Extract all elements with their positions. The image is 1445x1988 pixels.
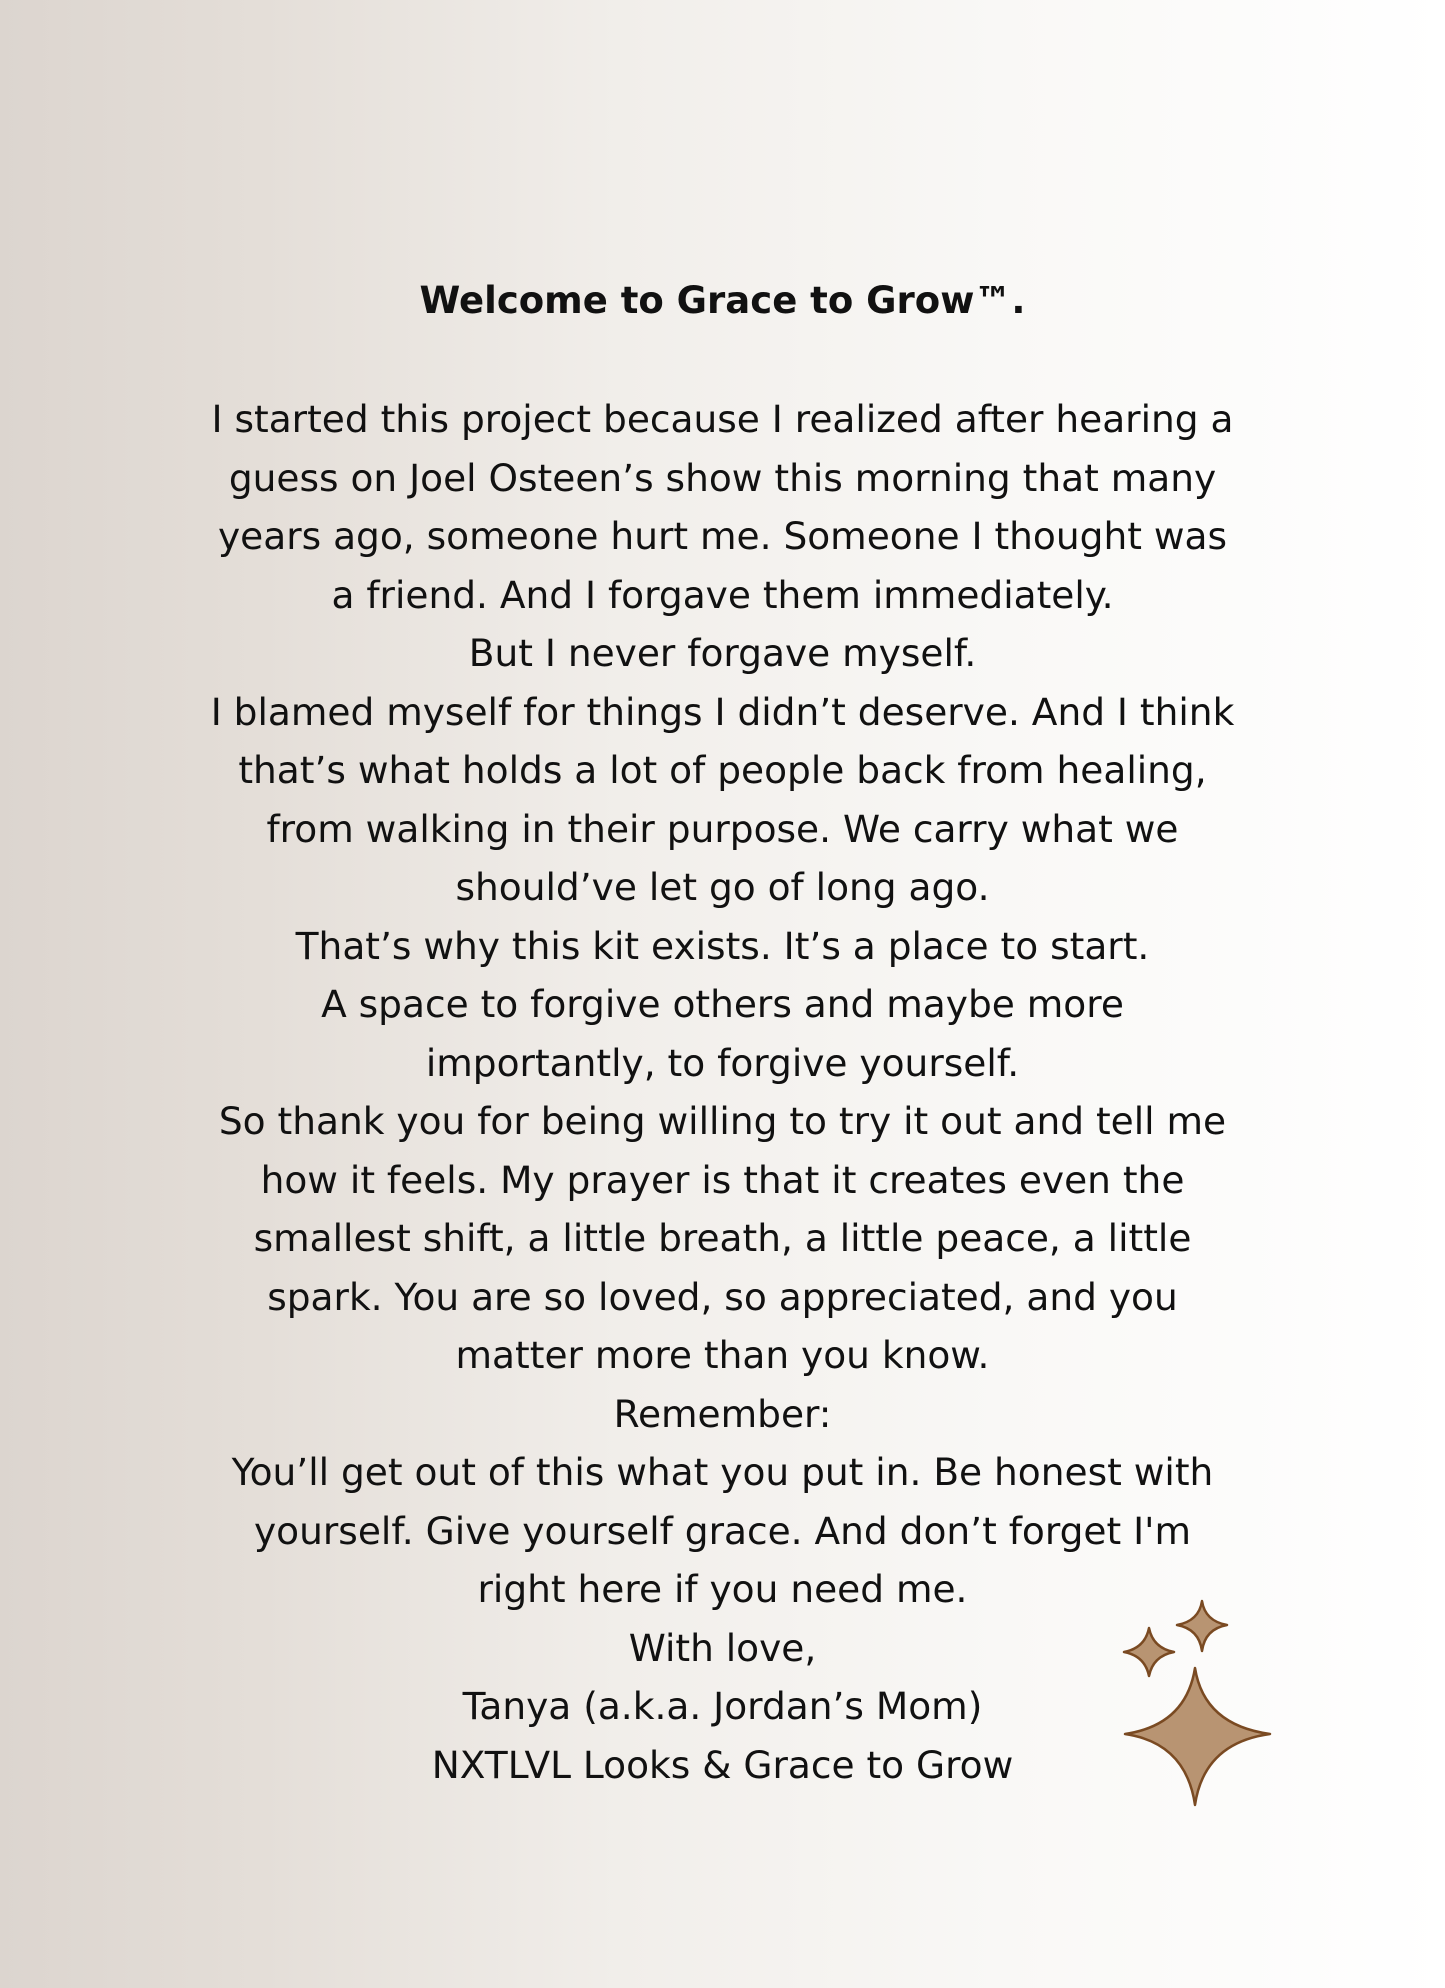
- letter-brand: NXTLVL Looks & Grace to Grow: [431, 1742, 1014, 1787]
- sparkle-small-left-icon: [1124, 1628, 1174, 1676]
- letter-line: So thank you for being willing to try it out and tell me: [218, 1099, 1227, 1143]
- sparkles-icon: [1120, 1596, 1280, 1821]
- letter-line: A space to forgive others and maybe more: [321, 982, 1124, 1026]
- letter-line: how it feels. My prayer is that it creates even the: [260, 1157, 1185, 1202]
- letter-line: I started this project because I realized after hearing a: [211, 397, 1234, 441]
- sparkle-large-icon: [1125, 1668, 1270, 1805]
- letter-line: That’s why this kit exists. It’s a place to start.: [295, 923, 1150, 968]
- letter-text: [120, 270, 1325, 1794]
- letter-line: smallest shift, a little breath, a little peace, a little: [253, 1216, 1192, 1260]
- sparkle-small-right-icon: [1177, 1601, 1227, 1651]
- letter-line: from walking in their purpose. We carry what we: [266, 806, 1179, 851]
- letter-line: right here if you need me.: [477, 1567, 968, 1611]
- letter-line: that’s what holds a lot of people back from healing,: [238, 748, 1207, 792]
- letter-line: guess on Joel Osteen’s show this morning that many: [228, 455, 1217, 500]
- letter-line: should’ve let go of long ago.: [455, 865, 990, 909]
- letter-line: You’ll get out of this what you put in. Be honest with: [231, 1450, 1214, 1494]
- letter-line: importantly, to forgive yourself.: [425, 1040, 1020, 1085]
- letter-line: Remember:: [613, 1391, 832, 1436]
- letter-line: I blamed myself for things I didn’t deserve. And I think: [210, 689, 1235, 734]
- letter-signature: Tanya (a.k.a. Jordan’s Mom): [462, 1684, 983, 1728]
- letter-line: matter more than you know.: [455, 1333, 990, 1377]
- letter-closing: With love,: [628, 1625, 817, 1670]
- letter-title: Welcome to Grace to Grow™.: [419, 279, 1026, 322]
- letter-line: a friend. And I forgave them immediately.: [331, 572, 1114, 617]
- letter-line: yourself. Give yourself grace. And don’t forget I'm: [253, 1508, 1192, 1553]
- letter-line: spark. You are so loved, so appreciated, and you: [267, 1274, 1178, 1319]
- letter-line: But I never forgave myself.: [468, 631, 977, 675]
- letter-line: years ago, someone hurt me. Someone I thought was: [217, 514, 1228, 558]
